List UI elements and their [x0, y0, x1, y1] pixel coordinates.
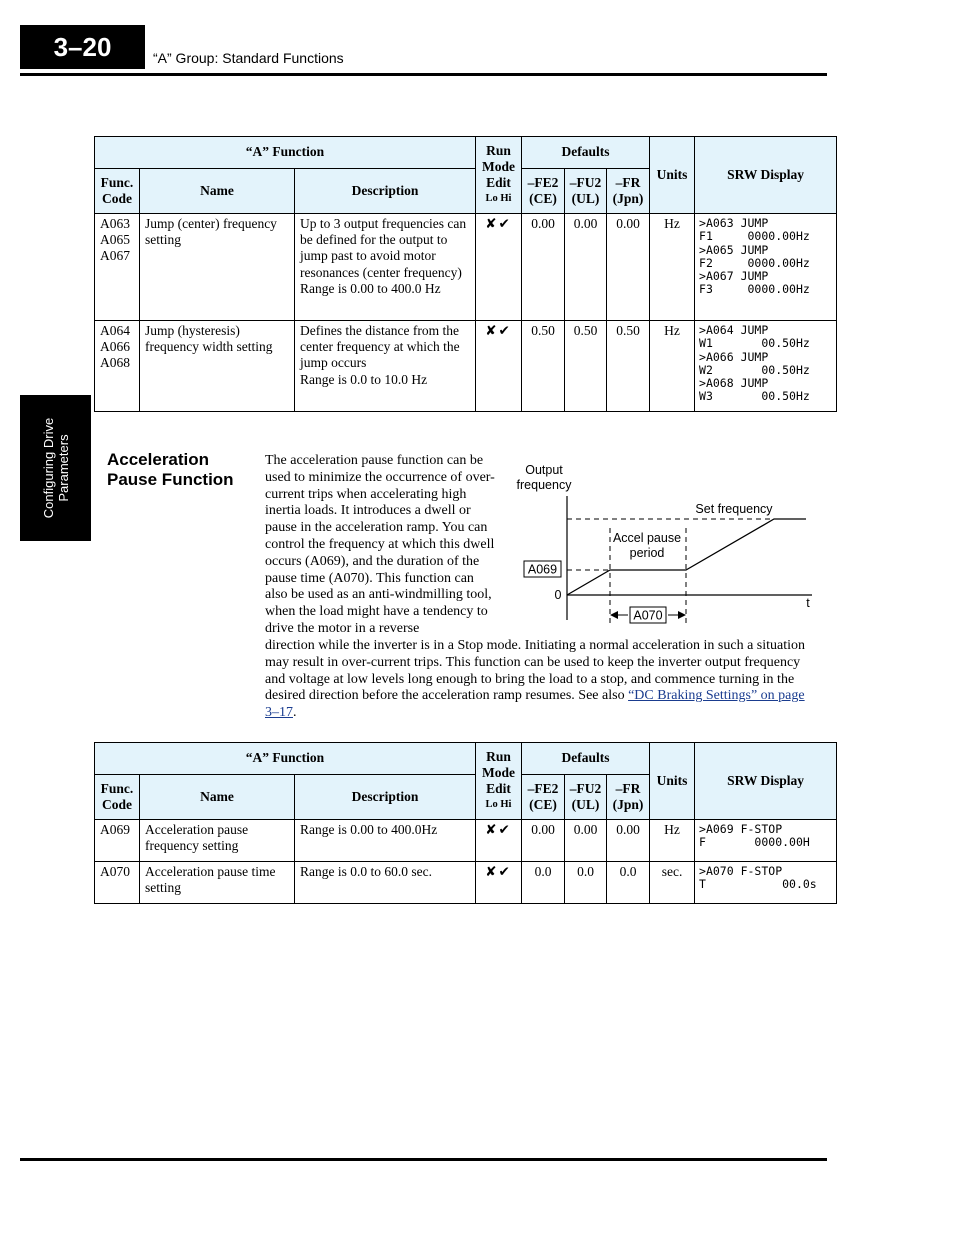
description-cell: Range is 0.00 to 400.0Hz [295, 820, 476, 862]
name-cell: Acceleration pause frequency setting [140, 820, 295, 862]
run-mode-line4: Lo Hi [485, 193, 512, 205]
fe2-cell: 0.50 [522, 321, 565, 412]
header-fu2 [565, 775, 607, 820]
header-a-function: “A” Function [95, 743, 476, 775]
fu2-line1: –FU2 [569, 780, 602, 796]
header-units: Units [650, 743, 695, 820]
table-row [95, 214, 837, 321]
run-mode-line2: Mode [482, 764, 515, 780]
func-code-cell: A064 A066 A068 [95, 321, 140, 412]
header-description: Description [295, 775, 476, 820]
run-mode-line3: Edit [486, 781, 511, 796]
fu2-line1: –FU2 [569, 174, 602, 190]
run-mode-line3: Edit [486, 175, 511, 190]
fe2-line2: (CE) [529, 797, 557, 812]
fe2-line1: –FE2 [527, 780, 559, 796]
fu2-line2: (UL) [571, 797, 600, 812]
header-fu2 [565, 169, 607, 214]
name-cell: Jump (hysteresis) frequency width setting [140, 321, 295, 412]
header-func-code [95, 775, 140, 820]
header-fe2 [522, 169, 565, 214]
section-heading-line2: Pause Function [107, 470, 234, 489]
units-cell: Hz [650, 321, 695, 412]
name-cell: Jump (center) frequency setting [140, 214, 295, 321]
table-row [95, 862, 837, 904]
pause-label-line1: Accel pause [612, 531, 682, 545]
func-code-line1: Func. [100, 174, 134, 190]
fr-line1: –FR [615, 780, 641, 796]
units-cell: Hz [650, 214, 695, 321]
func-code-line2: Code [102, 797, 132, 812]
description-cell: Up to 3 output frequencies can be defined for the output to jump past to avoid motor resonances (center frequency) Range is 0.00 to 400.0 Hz [295, 214, 476, 321]
run-mode-cell: ✘✔ [476, 214, 522, 321]
a070-label: A070 [633, 608, 663, 623]
body-text-wide-start: direction while the inverter is in a Stop mode. Initiating a normal acceleration in such a situation may result in over-current trips. This function can be used to keep the inverter output frequency and voltage at low levels long enough to bring the load to a stop, and commence turning in the desired direction before the acceleration ramp resumes. See also [265, 638, 806, 704]
dc-braking-link[interactable]: “DC Braking Settings” on page 3–17 [265, 688, 805, 721]
fe2-line1: –FE2 [527, 174, 559, 190]
func-code-line2: Code [102, 191, 132, 206]
run-mode-line2: Mode [482, 158, 515, 174]
fe2-line2: (CE) [529, 191, 557, 206]
fe2-cell: 0.00 [522, 820, 565, 862]
time-axis-label: t [806, 596, 810, 610]
header-name: Name [140, 775, 295, 820]
footer-rule [20, 1158, 827, 1161]
header-defaults: Defaults [522, 137, 650, 169]
fr-cell: 0.0 [607, 862, 650, 904]
a070-arrowhead-left [610, 611, 618, 619]
page-number: 3–20 [20, 25, 145, 69]
fu2-cell: 0.00 [565, 820, 607, 862]
run-mode-line1: Run [486, 142, 511, 158]
fu2-cell: 0.00 [565, 214, 607, 321]
function-table-accel-pause [94, 742, 837, 904]
header-units: Units [650, 137, 695, 214]
set-frequency-label: Set frequency [695, 502, 773, 516]
header-a-function: “A” Function [95, 137, 476, 169]
a069-label: A069 [527, 562, 558, 577]
fu2-cell: 0.50 [565, 321, 607, 412]
name-cell: Acceleration pause time setting [140, 862, 295, 904]
function-table-jump [94, 136, 837, 412]
func-code-cell: A063 A065 A067 [95, 214, 140, 321]
header-func-code [95, 169, 140, 214]
header-rule [20, 73, 827, 76]
accel-pause-diagram [510, 458, 820, 630]
srw-display-cell: >A070 F-STOP T 00.0s [695, 862, 837, 904]
a070-arrowhead-right [678, 611, 686, 619]
fr-cell: 0.00 [607, 214, 650, 321]
body-text-narrow: The acceleration pause function can be used to minimize the occurrence of over-current trips when accelerating high inertia loads. It introduces a dwell or pause in the acceleration ramp. You can control the frequency at which this dwell occurs (A069), and the duration of the pause time (A070). This function can also be used as an anti-windmilling tool, when the load might have a tendency to drive the motor in a reverse [265, 453, 495, 636]
body-text-wide [265, 638, 817, 722]
description-cell: Range is 0.0 to 60.0 sec. [295, 862, 476, 904]
fu2-line2: (UL) [571, 191, 600, 206]
run-mode-line1: Run [486, 748, 511, 764]
header-title: “A” Group: Standard Functions [153, 50, 344, 66]
header-run-mode [476, 137, 522, 214]
header-name: Name [140, 169, 295, 214]
header-fr [607, 169, 650, 214]
fu2-cell: 0.0 [565, 862, 607, 904]
run-mode-cell: ✘✔ [476, 820, 522, 862]
fe2-cell: 0.00 [522, 214, 565, 321]
srw-display-cell: >A063 JUMP F1 0000.00Hz >A065 JUMP F2 0000.00Hz >A067 JUMP F3 0000.00Hz [695, 214, 837, 321]
header-fr [607, 775, 650, 820]
header-description: Description [295, 169, 476, 214]
origin-label: 0 [554, 588, 562, 602]
fr-cell: 0.50 [607, 321, 650, 412]
body-text-end: . [293, 705, 297, 721]
table-row [95, 820, 837, 862]
units-cell: Hz [650, 820, 695, 862]
units-cell: sec. [650, 862, 695, 904]
description-cell: Defines the distance from the center frequency at which the jump occurs Range is 0.0 to 10.0 Hz [295, 321, 476, 412]
header-srw-display: SRW Display [695, 743, 837, 820]
srw-display-cell: >A064 JUMP W1 00.50Hz >A066 JUMP W2 00.50Hz >A068 JUMP W3 00.50Hz [695, 321, 837, 412]
side-tab-line1: Configuring Drive [40, 417, 56, 519]
fr-line2: (Jpn) [612, 797, 644, 812]
run-mode-cell: ✘✔ [476, 862, 522, 904]
table-row [95, 321, 837, 412]
y-axis-label-line1: Output [525, 463, 563, 477]
side-tab [20, 395, 91, 541]
fe2-cell: 0.0 [522, 862, 565, 904]
func-code-cell: A070 [95, 862, 140, 904]
run-mode-line4: Lo Hi [485, 799, 512, 811]
header-run-mode [476, 743, 522, 820]
func-code-line1: Func. [100, 780, 134, 796]
pause-label-line2: period [629, 546, 665, 560]
y-axis-label-line2: frequency [516, 478, 572, 492]
run-mode-cell: ✘✔ [476, 321, 522, 412]
func-code-cell: A069 [95, 820, 140, 862]
header-fe2 [522, 775, 565, 820]
srw-display-cell: >A069 F-STOP F 0000.00H [695, 820, 837, 862]
section-heading [107, 450, 257, 490]
fr-cell: 0.00 [607, 820, 650, 862]
fr-line2: (Jpn) [612, 191, 644, 206]
side-tab-label [41, 398, 71, 538]
side-tab-line2: Parameters [55, 434, 71, 502]
section-heading-line1: Acceleration [107, 450, 210, 469]
header-srw-display: SRW Display [695, 137, 837, 214]
header-defaults: Defaults [522, 743, 650, 775]
fr-line1: –FR [615, 174, 641, 190]
